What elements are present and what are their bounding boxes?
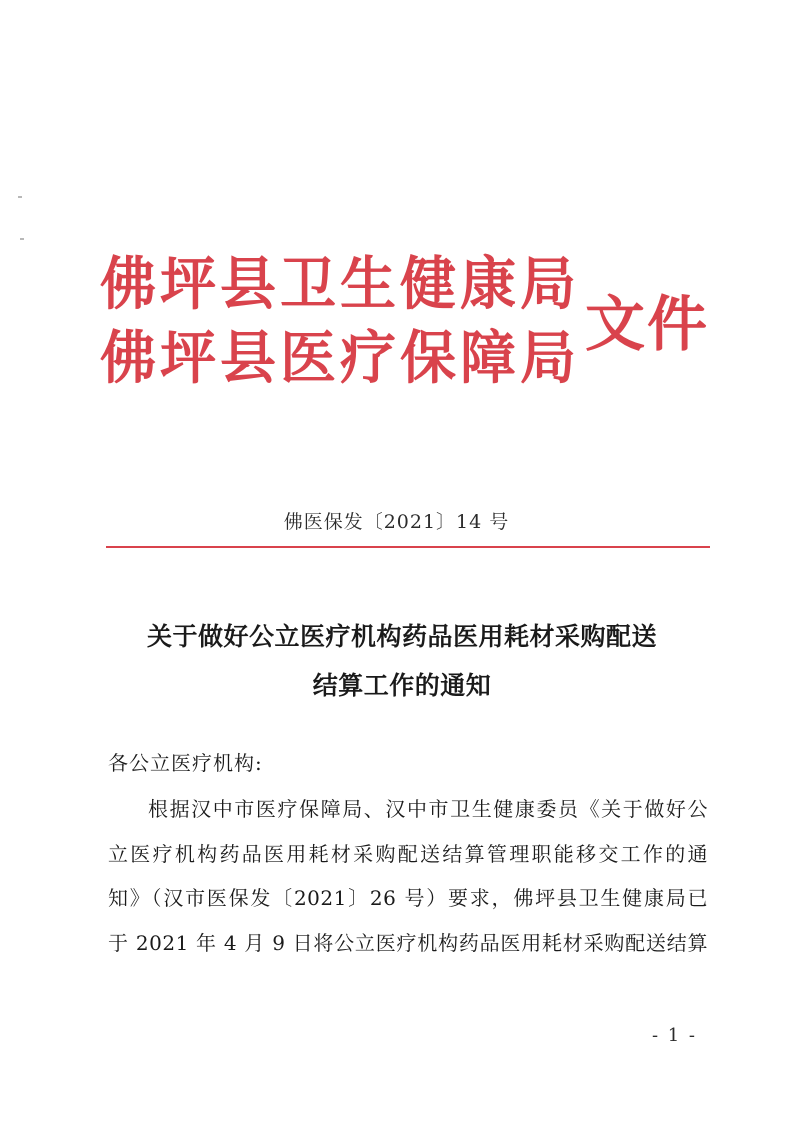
body-text bbox=[108, 787, 708, 965]
body-line: 立医疗机构药品医用耗材采购配送结算管理职能移交工作的通 bbox=[108, 841, 708, 866]
scan-mark bbox=[18, 196, 22, 198]
red-divider-line bbox=[106, 546, 710, 548]
page-number: - 1 - bbox=[651, 1025, 697, 1046]
body-line: 根据汉中市医疗保障局、汉中市卫生健康委员《关于做好公 bbox=[148, 797, 708, 821]
issuing-agencies bbox=[100, 248, 580, 396]
document-header-suffix: 文件 bbox=[585, 290, 709, 360]
document-title-line: 结算工作的通知 bbox=[312, 671, 492, 700]
document-title-line: 关于做好公立医疗机构药品医用耗材采购配送 bbox=[146, 622, 657, 651]
salutation: 各公立医疗机构: bbox=[108, 751, 263, 775]
scan-mark bbox=[20, 238, 24, 240]
agency-name: 佛坪县医疗保障局 bbox=[100, 325, 580, 392]
document-title bbox=[96, 612, 708, 710]
document-number: 佛医保发〔2021〕14 号 bbox=[283, 511, 510, 533]
agency-name: 佛坪县卫生健康局 bbox=[100, 251, 580, 318]
body-line: 知》（汉市医保发〔2021〕26 号）要求，佛坪县卫生健康局已 bbox=[108, 886, 708, 910]
body-line: 于 2021 年 4 月 9 日将公立医疗机构药品医用耗材采购配送结算 bbox=[108, 930, 708, 955]
